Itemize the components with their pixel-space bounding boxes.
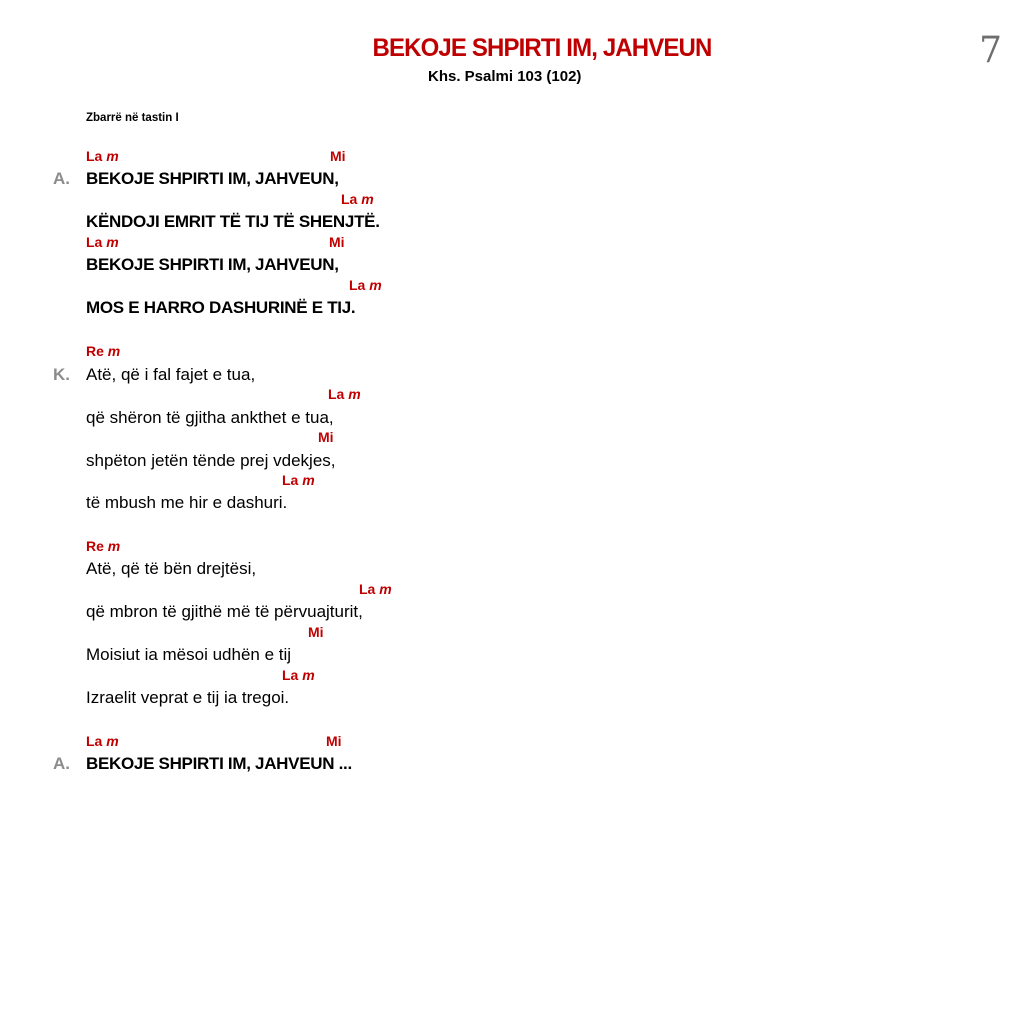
chord-la-minor: La m xyxy=(359,581,392,597)
page-number: 7 xyxy=(979,30,1002,71)
verse-marker: K. xyxy=(53,365,70,384)
antiphon-reprise-line: BEKOJE SHPIRTI IM, JAHVEUN ... xyxy=(86,754,352,773)
chord-mi: Mi xyxy=(329,234,345,250)
chord-la-minor: La m xyxy=(86,148,119,164)
chord-mi: Mi xyxy=(330,148,346,164)
chord-mi: Mi xyxy=(318,429,334,445)
chord-mi: Mi xyxy=(326,733,342,749)
antiphon-line-1: BEKOJE SHPIRTI IM, JAHVEUN, xyxy=(86,169,339,188)
verse2-line-1: Atë, që të bën drejtësi, xyxy=(86,559,257,578)
antiphon-line-4: MOS E HARRO DASHURINË E TIJ. xyxy=(86,298,356,317)
chord-la-minor: La m xyxy=(282,667,315,683)
chord-la-minor: La m xyxy=(86,733,119,749)
song-title: BEKOJE SHPIRTI IM, JAHVEUN xyxy=(372,34,712,62)
chord-la-minor: La m xyxy=(328,386,361,402)
antiphon-reprise-marker: A. xyxy=(53,754,70,773)
chord-la-minor: La m xyxy=(341,191,374,207)
antiphon-line-3: BEKOJE SHPIRTI IM, JAHVEUN, xyxy=(86,255,339,274)
psalm-reference: Khs. Psalmi 103 (102) xyxy=(428,68,582,85)
chord-la-minor: La m xyxy=(282,472,315,488)
chord-mi: Mi xyxy=(308,624,324,640)
verse1-line-1: Atë, që i fal fajet e tua, xyxy=(86,365,256,384)
chord-la-minor: La m xyxy=(349,277,382,293)
chord-la-minor: La m xyxy=(86,234,119,250)
verse2-line-2: që mbron të gjithë më të përvuajturit, xyxy=(86,602,363,621)
verse2-line-3: Moisiut ia mësoi udhën e tij xyxy=(86,645,292,664)
capo-note: Zbarrë në tastin I xyxy=(86,112,179,124)
verse1-line-2: që shëron të gjitha ankthet e tua, xyxy=(86,408,334,427)
verse1-line-3: shpëton jetën tënde prej vdekjes, xyxy=(86,451,336,470)
chord-re-minor: Re m xyxy=(86,538,121,554)
antiphon-line-2: KËNDOJI EMRIT TË TIJ TË SHENJTË. xyxy=(86,212,380,231)
chord-re-minor: Re m xyxy=(86,343,121,359)
verse2-line-4: Izraelit veprat e tij ia tregoi. xyxy=(86,688,290,707)
antiphon-marker: A. xyxy=(53,169,70,188)
verse1-line-4: të mbush me hir e dashuri. xyxy=(86,493,288,512)
